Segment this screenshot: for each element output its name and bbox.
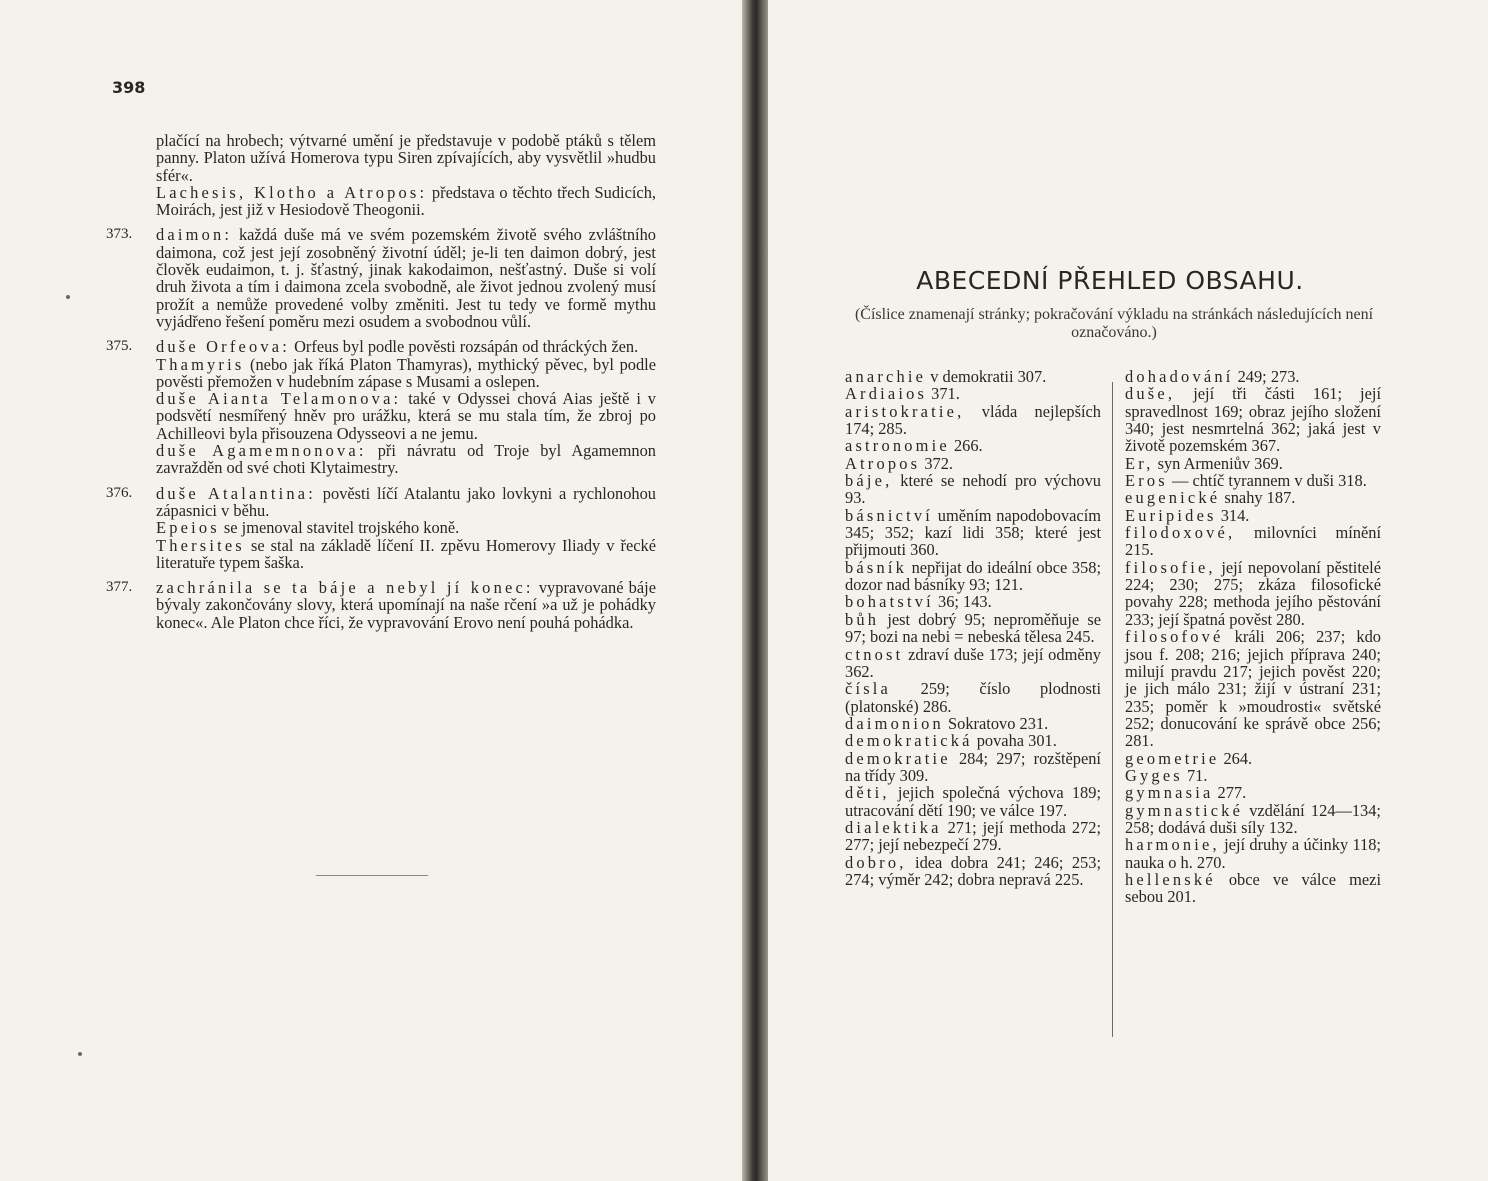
entry-term: Thersites <box>156 535 245 555</box>
entry-text: nepřijat do ideální obce 358; dozor nad básníky 93; 121. <box>845 557 1101 595</box>
note-entry <box>156 442 656 477</box>
entry-text: idea dobra 241; 246; 253; 274; výměr 242; dobra nepravá 225. <box>845 852 1101 889</box>
index-entry <box>845 854 1101 889</box>
entry-text: 284; 297; rozštěpení na třídy 309. <box>845 748 1101 785</box>
entry-term: Euripides <box>1125 505 1217 525</box>
entry-term: Thamyris <box>156 354 245 374</box>
entry-text: v demokratii 307. <box>926 367 1047 386</box>
entry-text: 266. <box>949 436 983 456</box>
index-column-right <box>1125 368 1381 906</box>
entry-term: Ardiaios <box>845 384 928 404</box>
entry-term: duše Atalantina: <box>156 483 316 503</box>
index-entry <box>845 680 1101 715</box>
index-entry <box>845 455 1101 472</box>
entry-text: její druhy a účinky 118; nauka o h. 270. <box>1125 835 1381 872</box>
index-entry <box>845 750 1101 785</box>
entry-term: Lachesis, Klotho a Atropos: <box>156 182 428 202</box>
entry-term: Atropos <box>845 453 921 473</box>
entry-term: ctnost <box>845 644 904 664</box>
note-group <box>106 485 656 571</box>
note-group <box>106 132 656 218</box>
index-entry <box>845 559 1101 594</box>
entry-text: zdraví duše 173; její odměny 362. <box>845 644 1101 681</box>
note-entry <box>156 519 656 536</box>
entry-text: se stal na základě líčení II. zpěvu Homerovy Iliady v řecké literatuře typem šaška. <box>156 535 656 572</box>
entry-text: 71. <box>1182 765 1208 785</box>
entry-term: báje, <box>845 471 893 491</box>
entry-text: vypravované báje bývaly zakončovány slovy, která upomínají na naše rčení »a už je pohádky konec«. Ale Platon chce říci, že vypravování Erovo není pouhá pohádka. <box>156 578 656 632</box>
entry-term: gymnastické <box>1125 800 1244 820</box>
entry-term: hellenské <box>1125 869 1216 889</box>
entry-text: plačící na hrobech; výtvarné umění je představuje v podobě ptáků s tělem panny. Platon užívá Homerova typu Siren zpívajících, aby vysvětlil »hudbu sfér«. <box>156 131 656 185</box>
commentary-notes <box>106 132 656 631</box>
entry-text: syn Armeniův 369. <box>1153 453 1283 473</box>
note-entry <box>156 537 656 572</box>
entry-text: 271; její methoda 272; 277; její nebezpečí 279. <box>845 817 1101 855</box>
entry-text: pověsti líčí Atalantu jako lovkyni a rychlonohou zápasnici v běhu. <box>156 483 656 520</box>
index-entry <box>1125 767 1381 784</box>
entry-text: Sokratovo 231. <box>943 713 1049 733</box>
entry-text: snahy 187. <box>1220 488 1296 508</box>
index-entry <box>845 646 1101 681</box>
note-entry <box>156 356 656 391</box>
entry-term: čísla <box>845 679 892 699</box>
index-entry <box>845 403 1101 438</box>
entry-term: Epeios <box>156 518 220 538</box>
index-entry <box>1125 368 1381 385</box>
entry-term: filosofové <box>1125 627 1224 647</box>
note-number: 373. <box>106 226 133 243</box>
entry-text: které se nehodí pro výchovu 93. <box>845 471 1101 508</box>
entry-term: gymnasia <box>1125 783 1214 803</box>
entry-text: králi 206; 237; kdo jsou f. 208; 216; jejich příprava 240; milují pravdu 217; jejich pověst 220; je jich málo 231; žijí v ústraní 231; 235; poměr k »moudrosti« světské 252; donucování ke správě obce 256; 281. <box>1125 627 1381 751</box>
entry-text: jejich společná výchova 189; utracování dětí 190; ve válce 197. <box>845 783 1101 820</box>
note-entry <box>156 390 656 442</box>
note-entry <box>156 485 656 520</box>
index-entry <box>845 507 1101 559</box>
index-subtitle: (Číslice znamenají stránky; pokračování výkladu na stránkách následujících není označováno.) <box>854 306 1374 341</box>
entry-term: aristokratie, <box>845 401 965 421</box>
entry-term: anarchie <box>845 367 927 386</box>
entry-text: uměním napodobovacím 345; 352; kazí lidi 358; které jest přijmouti 360. <box>845 505 1101 560</box>
entry-text: každá duše má ve svém pozemském životě svého zvláštního daimona, což jest její zosobněný životní úděl; je-li ten daimon dobrý, jest člověk eudaimon, t. j. šťastný, jinak kakodaimon, nešťastný. Duše si volí druh života a tím i daimona zcela svobodně, ale život jednou zvolený musí prožít a nemůže provedené volby změniti. Jest tu tedy ve formě mythu vyjádřeno řešení poměru mezi osudem a svobodnou vůlí. <box>156 225 656 331</box>
entry-term: harmonie, <box>1125 835 1220 855</box>
index-entry <box>845 819 1101 854</box>
index-entry <box>1125 836 1381 871</box>
entry-text: představa o těchto třech Sudicích, Moirách, jest již v Hesiodově Theogonii. <box>156 182 656 220</box>
entry-term: duše Agamemnonova: <box>156 441 367 461</box>
index-entry <box>845 784 1101 819</box>
entry-term: duše Aianta Telamonova: <box>156 389 402 409</box>
note-group <box>106 226 656 330</box>
entry-text: 36; 143. <box>933 592 992 612</box>
index-entry <box>1125 802 1381 837</box>
separator-rule <box>316 875 428 876</box>
note-entry <box>156 579 656 631</box>
note-group <box>106 579 656 631</box>
entry-term: filosofie, <box>1125 557 1216 577</box>
index-entry <box>1125 524 1381 559</box>
entry-term: demokratie <box>845 748 951 768</box>
entry-text: 371. <box>927 384 960 404</box>
entry-text: obce ve válce mezi sebou 201. <box>1125 869 1381 907</box>
entry-term: básnictví <box>845 505 933 525</box>
entry-term: dialektika <box>845 817 942 837</box>
index-entry <box>1125 472 1381 489</box>
index-entry <box>1125 507 1381 524</box>
entry-text: 259; číslo plodnosti (platonské) 286. <box>845 679 1101 716</box>
entry-text: vzdělání 124—134; 258; dodává duši síly 132. <box>1125 800 1381 837</box>
page-number: 398 <box>112 78 146 97</box>
entry-term: dohadování <box>1125 367 1234 386</box>
entry-text: Orfeus byl podle pověsti rozsápán od thráckých žen. <box>290 337 639 357</box>
entry-term: zachránila se ta báje a nebyl jí konec: <box>156 578 534 598</box>
book-gutter <box>742 0 768 1181</box>
index-entry <box>1125 559 1381 628</box>
entry-term: děti, <box>845 783 890 803</box>
entry-term: geometrie <box>1125 748 1220 768</box>
index-entry <box>845 715 1101 732</box>
entry-term: duše, <box>1125 384 1176 404</box>
paper-speck <box>66 295 70 299</box>
index-entry <box>845 472 1101 507</box>
entry-text: vláda nejlepších 174; 285. <box>845 401 1101 439</box>
note-number: 377. <box>106 579 133 596</box>
entry-term: bůh <box>845 609 880 629</box>
entry-text: její nepovolaní pěstitelé 224; 230; 275; zkáza filosofické povahy 228; methoda jejího pěstování 233; její špatná pověst 280. <box>1125 557 1381 629</box>
paper-speck <box>78 1052 82 1056</box>
left-page <box>0 0 742 1181</box>
index-entry <box>1125 628 1381 749</box>
note-group <box>106 338 656 476</box>
entry-text: povaha 301. <box>972 731 1057 751</box>
entry-term: daimon: <box>156 225 233 245</box>
column-divider <box>1112 382 1113 1037</box>
entry-term: básník <box>845 557 907 577</box>
entry-text: 372. <box>920 453 953 473</box>
index-entry <box>845 732 1101 749</box>
note-entry <box>156 226 656 330</box>
entry-term: Er, <box>1125 453 1154 473</box>
index-entry <box>845 368 1101 385</box>
index-entry <box>845 611 1101 646</box>
entry-text: jest dobrý 95; neproměňuje se 97; bozi na nebi = nebeská tělesa 245. <box>845 609 1101 647</box>
index-entry <box>845 385 1101 402</box>
entry-text: (nebo jak říká Platon Thamyras), mythický pěvec, byl podle pověsti přemožen v hudebním zápase s Musami a oslepen. <box>156 354 656 391</box>
entry-term: dobro, <box>845 852 907 872</box>
entry-text: její tři části 161; její spravedlnost 169; obraz jejího složení 340; jest nesmrtelná 362; jaká jest v životě pozemském 367. <box>1125 384 1381 456</box>
entry-text: 264. <box>1219 748 1253 768</box>
entry-term: bohatství <box>845 592 934 612</box>
entry-term: Eros <box>1125 471 1168 491</box>
index-entry <box>1125 385 1381 454</box>
entry-text: 249; 273. <box>1233 367 1300 386</box>
index-entry <box>1125 750 1381 767</box>
entry-text: 314. <box>1216 505 1250 525</box>
note-entry <box>156 184 656 219</box>
entry-text: při návratu od Troje byl Agamemnon zavražděn od své choti Klytaimestry. <box>156 441 656 478</box>
index-title: ABECEDNÍ PŘEHLED OBSAHU. <box>916 266 1304 295</box>
entry-term: daimonion <box>845 713 944 733</box>
note-entry <box>156 338 656 355</box>
note-number: 376. <box>106 484 133 501</box>
entry-term: Gyges <box>1125 765 1183 785</box>
index-entry <box>1125 784 1381 801</box>
index-column-left <box>845 368 1101 888</box>
entry-term: demokratická <box>845 731 973 751</box>
entry-term: duše Orfeova: <box>156 337 290 357</box>
index-entry <box>845 437 1101 454</box>
note-entry <box>156 132 656 184</box>
entry-text: také v Odyssei chová Aias ještě i v podsvětí nesmířený hněv pro urážku, která se mu stala tím, že zbroj po Achilleovi byla přisouzena Odysseovi a ne jemu. <box>156 389 656 443</box>
note-number: 375. <box>106 338 133 355</box>
index-entry <box>1125 871 1381 906</box>
entry-term: astronomie <box>845 436 950 456</box>
entry-text: milovníci mínění 215. <box>1125 523 1381 560</box>
entry-text: se jmenoval stavitel trojského koně. <box>219 518 460 538</box>
entry-term: filodoxové, <box>1125 523 1236 543</box>
entry-text: — chtíč tyrannem v duši 318. <box>1167 471 1367 491</box>
index-entry <box>1125 455 1381 472</box>
index-entry <box>1125 489 1381 506</box>
entry-term: eugenické <box>1125 488 1221 508</box>
index-entry <box>845 593 1101 610</box>
entry-text: 277. <box>1213 783 1247 803</box>
